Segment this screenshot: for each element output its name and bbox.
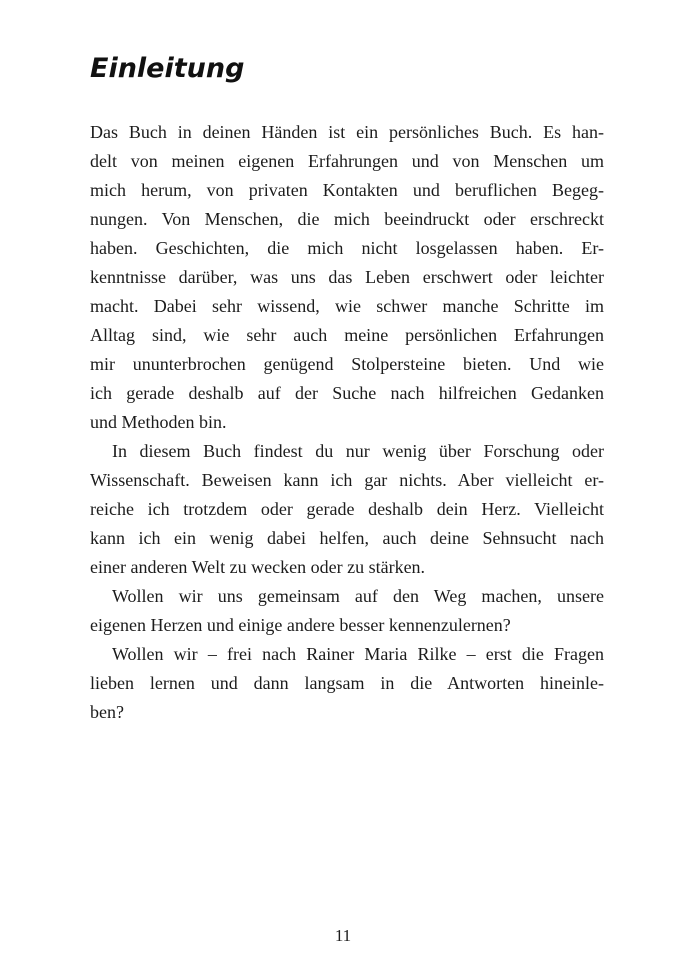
text-line: kann ich ein wenig dabei helfen, auch deine Sehnsucht nach [90, 528, 604, 548]
text-line: ich gerade deshalb auf der Suche nach hilfreichen Gedanken [90, 383, 604, 403]
text-line: einer anderen Welt zu wecken oder zu stärken. [90, 557, 426, 577]
text-line: kenntnisse darüber, was uns das Leben erschwert oder leichter [90, 267, 604, 287]
text-line: reiche ich trotzdem oder gerade deshalb dein Herz. Vielleicht [90, 499, 604, 519]
text-line: Alltag sind, wie sehr auch meine persönlichen Erfahrungen [90, 325, 604, 345]
page-number: 11 [334, 926, 352, 945]
paragraph [90, 437, 604, 582]
text-line: mich herum, von privaten Kontakten und beruflichen Begeg- [90, 180, 604, 200]
text-line: mir ununterbrochen genügend Stolpersteine bieten. Und wie [90, 354, 604, 374]
text-line: Wollen wir – frei nach Rainer Maria Rilke – erst die Fragen [112, 644, 604, 664]
text-line: delt von meinen eigenen Erfahrungen und von Menschen um [90, 151, 604, 171]
paragraph [90, 118, 604, 437]
text-line: Wollen wir uns gemeinsam auf den Weg machen, unsere [112, 586, 604, 606]
text-line: haben. Geschichten, die mich nicht losgelassen haben. Er- [90, 238, 604, 258]
text-line: Das Buch in deinen Händen ist ein persönliches Buch. Es han- [90, 122, 604, 142]
text-line: Wissenschaft. Beweisen kann ich gar nichts. Aber vielleicht er- [90, 470, 604, 490]
text-line: macht. Dabei sehr wissend, wie schwer manche Schritte im [90, 296, 604, 316]
chapter-title: Einleitung [90, 53, 245, 84]
body-text [90, 118, 604, 727]
paragraph [90, 582, 604, 640]
text-line: nungen. Von Menschen, die mich beeindruckt oder erschreckt [90, 209, 604, 229]
text-line: In diesem Buch findest du nur wenig über Forschung oder [112, 441, 604, 461]
paragraph [90, 640, 604, 727]
text-line: und Methoden bin. [90, 412, 227, 432]
text-line: eigenen Herzen und einige andere besser kennenzulernen? [90, 615, 511, 635]
text-line: ben? [90, 702, 124, 722]
text-line: lieben lernen und dann langsam in die Antworten hineinle- [90, 673, 604, 693]
